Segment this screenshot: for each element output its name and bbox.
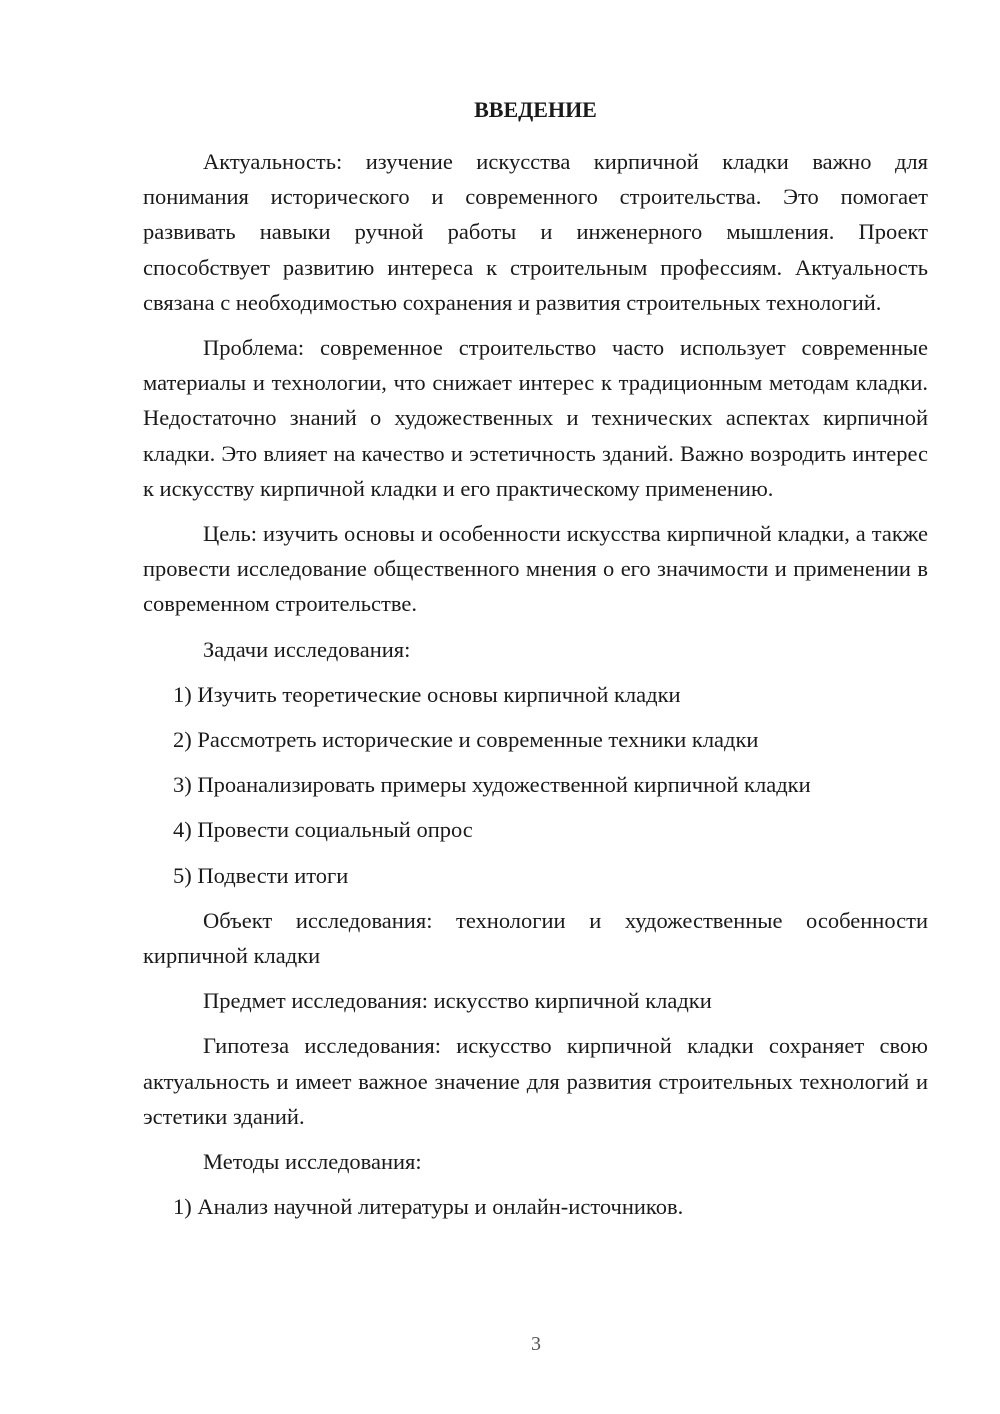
task-item: 5) Подвести итоги xyxy=(173,862,349,888)
task-item: 1) Изучить теоретические основы кирпичной кладки xyxy=(173,681,681,707)
relevance-paragraph: Актуальность: изучение искусства кирпичной кладки важно для понимания исторического и современного строительства. Это помогает развивать навыки ручной работы и инженерного мышления. Проект способствует развитию интереса к строительным профессиям. Актуальность связана с необходимостью сохранения и развития строительных технологий. xyxy=(143,149,928,315)
object-paragraph: Объект исследования: технологии и художественные особенности кирпичной кладки xyxy=(143,907,928,969)
problem-paragraph: Проблема: современное строительство часто использует современные материалы и технологии, что снижает интерес к традиционным методам кладки. Недостаточно знаний о художественных и технических аспектах кирпичной кладки. Это влияет на качество и эстетичность зданий. Важно возродить интерес к искусству кирпичной кладки и его практическому применению. xyxy=(143,335,928,501)
document-page xyxy=(143,94,928,1234)
methods-list xyxy=(143,1189,928,1224)
subject-paragraph: Предмет исследования: искусство кирпичной кладки xyxy=(203,988,712,1014)
tasks-list xyxy=(143,677,928,893)
methods-heading: Методы исследования: xyxy=(203,1149,422,1175)
goal-paragraph: Цель: изучить основы и особенности искусства кирпичной кладки, а также провести исследование общественного мнения о его значимости и применении в современном строительстве. xyxy=(143,521,928,617)
task-item: 2) Рассмотреть исторические и современные техники кладки xyxy=(173,727,759,753)
method-item: 1) Анализ научной литературы и онлайн-источников. xyxy=(173,1194,684,1220)
document-title: ВВЕДЕНИЕ xyxy=(474,97,597,122)
task-item: 4) Провести социальный опрос xyxy=(173,817,473,843)
tasks-heading: Задачи исследования: xyxy=(203,636,411,662)
hypothesis-paragraph: Гипотеза исследования: искусство кирпичной кладки сохраняет свою актуальность и имеет важное значение для развития строительных технологий и эстетики зданий. xyxy=(143,1033,928,1129)
page-number: 3 xyxy=(531,1333,541,1355)
task-item: 3) Проанализировать примеры художественной кирпичной кладки xyxy=(173,772,811,798)
